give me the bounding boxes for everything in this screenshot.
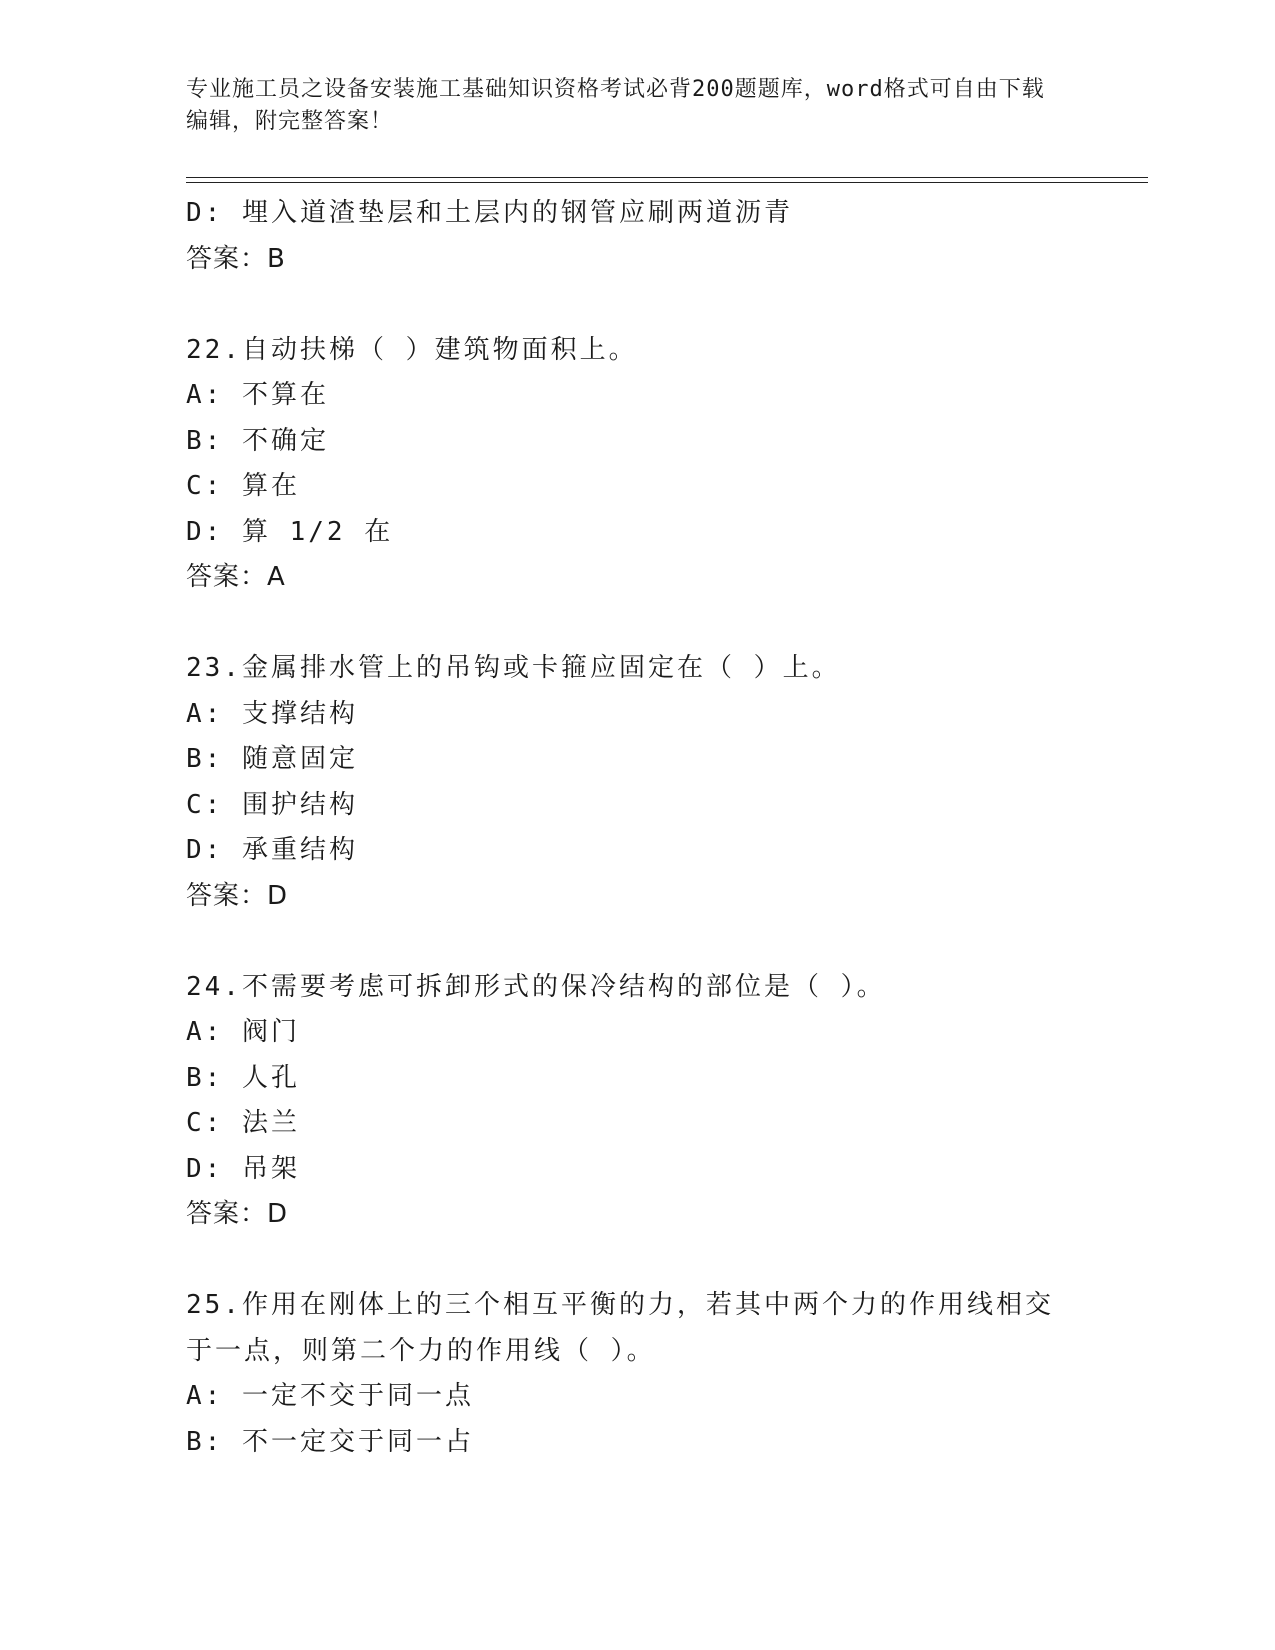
question-21-fragment — [186, 191, 1086, 282]
option-c: C: 法兰 — [186, 1108, 300, 1138]
spacer — [186, 919, 1086, 965]
question-stem: 22.自动扶梯（ ）建筑物面积上。 — [186, 334, 638, 365]
question-list — [186, 191, 1086, 1465]
option-b: B: 随意固定 — [186, 744, 358, 774]
question-stem: 24.不需要考虑可拆卸形式的保冷结构的部位是（ ）。 — [186, 971, 886, 1002]
option-c: C: 围护结构 — [186, 789, 358, 820]
question-23 — [186, 646, 1086, 919]
option-d: D: 算 1/2 在 — [186, 516, 394, 547]
option-b: B: 不确定 — [186, 425, 329, 456]
spacer — [186, 282, 1086, 328]
answer: 答案：D — [186, 1199, 289, 1229]
option-c: C: 算在 — [186, 471, 300, 501]
question-24 — [186, 965, 1086, 1238]
option-b: B: 人孔 — [186, 1062, 300, 1093]
header-rule-top — [186, 177, 1148, 178]
option-b: B: 不一定交于同一占 — [186, 1426, 474, 1457]
document-header: 专业施工员之设备安装施工基础知识资格考试必背200题题库，word格式可自由下载编辑，附完整答案！ — [186, 77, 1045, 134]
answer: 答案：D — [186, 880, 289, 911]
option-d: D: 埋入道渣垫层和土层内的钢管应刷两道沥青 — [186, 198, 793, 228]
header-rule-bottom — [186, 182, 1148, 183]
question-stem: 25.作用在刚体上的三个相互平衡的力，若其中两个力的作用线相交于一点，则第二个力的作用线（ ）。 — [186, 1290, 1054, 1366]
answer: 答案：B — [186, 243, 286, 274]
option-a: A: 不算在 — [186, 380, 329, 410]
question-stem: 23.金属排水管上的吊钩或卡箍应固定在（ ）上。 — [186, 653, 841, 683]
option-a: A: 支撑结构 — [186, 698, 358, 729]
question-25 — [186, 1283, 1086, 1465]
spacer — [186, 1238, 1086, 1284]
option-d: D: 承重结构 — [186, 835, 358, 865]
answer: 答案：A — [186, 562, 286, 592]
option-a: A: 一定不交于同一点 — [186, 1381, 474, 1411]
option-d: D: 吊架 — [186, 1153, 300, 1184]
spacer — [186, 601, 1086, 647]
option-a: A: 阀门 — [186, 1017, 300, 1047]
question-22 — [186, 328, 1086, 601]
